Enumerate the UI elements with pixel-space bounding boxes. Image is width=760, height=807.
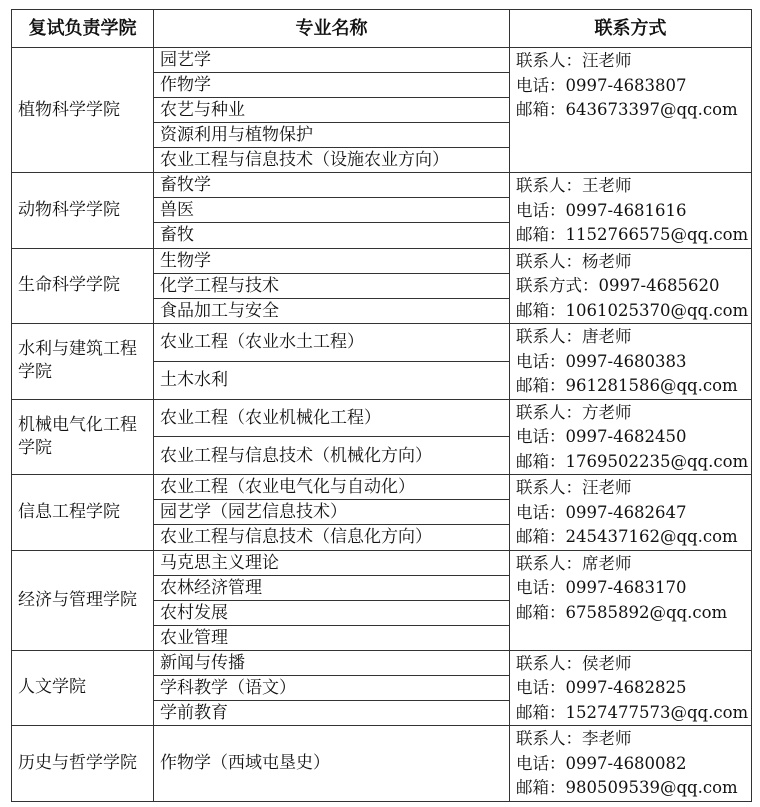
contact-cell: [510, 726, 752, 802]
major-cell: 农林经济管理: [154, 575, 510, 600]
header-row: [12, 10, 752, 48]
contact-phone: 电话：0997-4680082: [516, 753, 687, 773]
major-cell: 农业工程与信息技术（设施农业方向）: [154, 148, 510, 173]
major-cell: 园艺学（园艺信息技术）: [154, 500, 510, 525]
header-college: 复试负责学院: [12, 10, 154, 48]
contact-email: 邮箱：1769502235@qq.com: [516, 451, 749, 471]
contact-table: [11, 9, 752, 802]
table-row: [12, 726, 752, 802]
major-cell: 农业工程与信息技术（机械化方向）: [154, 437, 510, 475]
table-row: [12, 173, 752, 198]
college-cell: 植物科学学院: [12, 48, 154, 173]
major-cell: 农艺与种业: [154, 98, 510, 123]
college-cell: 动物科学学院: [12, 173, 154, 249]
major-cell: 作物学: [154, 73, 510, 98]
contact-phone: 电话：0997-4682825: [516, 678, 687, 697]
contact-cell: [510, 475, 752, 551]
contact-phone: 电话：0997-4682450: [516, 427, 687, 446]
table-row: [12, 324, 752, 362]
table-row: [12, 248, 752, 273]
major-cell: 农业工程（农业电气化与自动化）: [154, 475, 510, 500]
contact-phone: 联系方式：0997-4685620: [516, 276, 720, 295]
contact-email: 邮箱：67585892@qq.com: [516, 602, 728, 622]
contact-phone: 电话：0997-4682647: [516, 502, 687, 522]
contact-email: 邮箱：245437162@qq.com: [516, 527, 738, 546]
contact-phone: 电话：0997-4683807: [516, 75, 687, 95]
major-cell: 农业工程（农业水土工程）: [154, 324, 510, 362]
major-cell: 马克思主义理论: [154, 550, 510, 575]
contact-phone: 电话：0997-4683170: [516, 578, 687, 597]
contact-person: 联系人：汪老师: [516, 478, 632, 497]
college-cell: 经济与管理学院: [12, 550, 154, 650]
contact-person: 联系人：王老师: [516, 176, 632, 195]
major-cell: 生物学: [154, 248, 510, 273]
table-row: [12, 650, 752, 675]
major-cell: 农业工程（农业机械化工程）: [154, 399, 510, 437]
contact-email: 邮箱：1527477573@qq.com: [516, 702, 749, 722]
college-cell: 人文学院: [12, 650, 154, 726]
contact-cell: [510, 399, 752, 475]
contact-person: 联系人：侯老师: [516, 653, 632, 673]
contact-person: 联系人：方老师: [516, 402, 632, 422]
major-cell: 化学工程与技术: [154, 273, 510, 298]
major-cell: 兽医: [154, 198, 510, 223]
contact-cell: [510, 173, 752, 249]
college-cell: 水利与建筑工程学院: [12, 324, 154, 400]
major-cell: 农业工程与信息技术（信息化方向）: [154, 525, 510, 550]
header-major: 专业名称: [154, 10, 510, 48]
table-row: [12, 48, 752, 73]
contact-cell: [510, 550, 752, 650]
contact-person: 联系人：唐老师: [516, 327, 632, 346]
major-cell: 学前教育: [154, 700, 510, 725]
major-cell: 农业管理: [154, 625, 510, 650]
major-cell: 作物学（西域屯垦史）: [154, 726, 510, 802]
contact-phone: 电话：0997-4680383: [516, 351, 687, 371]
contact-cell: [510, 48, 752, 173]
contact-email: 邮箱：1152766575@qq.com: [516, 225, 749, 244]
college-cell: 生命科学学院: [12, 248, 154, 324]
major-cell: 新闻与传播: [154, 650, 510, 675]
contact-person: 联系人：汪老师: [516, 51, 632, 70]
table-row: [12, 475, 752, 500]
contact-email: 邮箱：1061025370@qq.com: [516, 300, 749, 320]
college-cell: 机械电气化工程学院: [12, 399, 154, 475]
college-cell: 历史与哲学学院: [12, 726, 154, 802]
major-cell: 园艺学: [154, 48, 510, 73]
major-cell: 畜牧: [154, 223, 510, 248]
contact-cell: [510, 248, 752, 324]
contact-email: 邮箱：980509539@qq.com: [516, 778, 738, 797]
contact-person: 联系人：李老师: [516, 729, 632, 748]
table-row: [12, 399, 752, 437]
college-cell: 信息工程学院: [12, 475, 154, 551]
major-cell: 土木水利: [154, 361, 510, 399]
major-cell: 资源利用与植物保护: [154, 123, 510, 148]
contact-email: 邮箱：643673397@qq.com: [516, 100, 738, 119]
header-contact: 联系方式: [510, 10, 752, 48]
major-cell: 畜牧学: [154, 173, 510, 198]
major-cell: 学科教学（语文）: [154, 675, 510, 700]
contact-person: 联系人：杨老师: [516, 251, 632, 271]
contact-email: 邮箱：961281586@qq.com: [516, 376, 738, 395]
contact-phone: 电话：0997-4681616: [516, 200, 687, 220]
contact-cell: [510, 324, 752, 400]
contact-person: 联系人：席老师: [516, 553, 632, 573]
table-row: [12, 550, 752, 575]
contact-cell: [510, 650, 752, 726]
major-cell: 农村发展: [154, 600, 510, 625]
major-cell: 食品加工与安全: [154, 298, 510, 323]
